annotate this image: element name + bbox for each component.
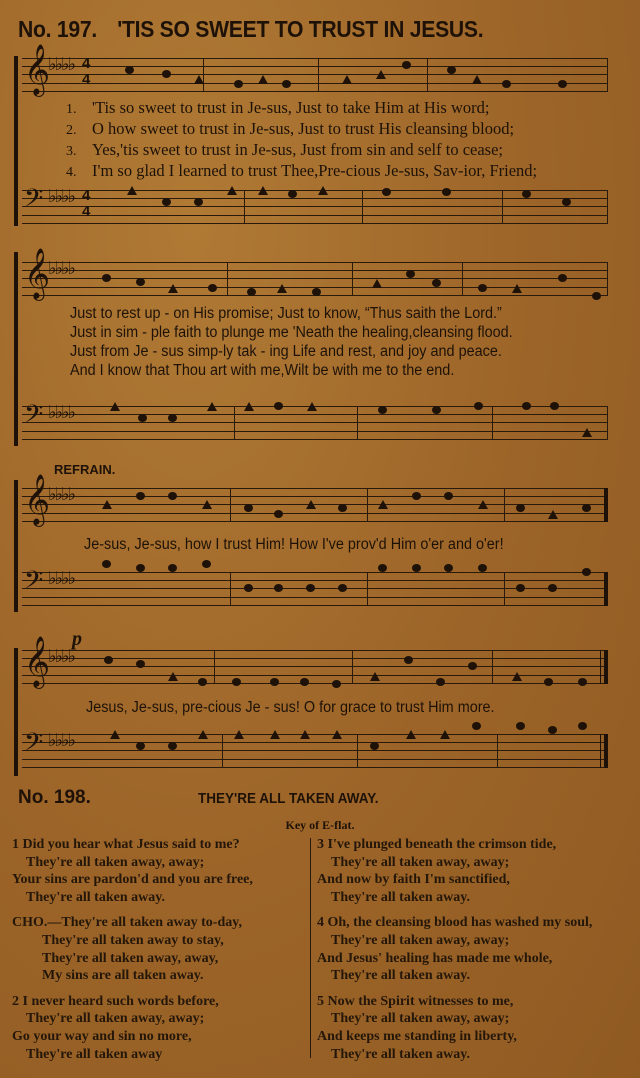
bass-staff: 𝄢 ♭♭♭♭ 4 4	[22, 190, 608, 224]
key-signature: ♭♭♭♭	[48, 54, 74, 75]
refrain-label: REFRAIN.	[54, 462, 116, 477]
bass-staff: 𝄢 ♭♭♭♭	[22, 572, 608, 606]
treble-staff: 𝄞 ♭♭♭♭	[22, 650, 608, 684]
verse-4-line-1: I'm so glad I learned to trust Thee,Pre-cious Je-sus, Sav-ior, Friend;	[92, 161, 538, 180]
treble-clef-icon: 𝄞	[24, 474, 51, 525]
hymn-number: No. 197.	[18, 16, 97, 42]
treble-staff: 𝄞 ♭♭♭♭	[22, 262, 608, 296]
hymn-197-title	[18, 16, 483, 43]
chorus: CHO.—They're all taken away to-day, They're all taken away to stay, They're all taken away, away, My sins are all taken away.	[12, 915, 242, 984]
verse-4-line-2: And I know that Thou art with me,Wilt be with me to the end.	[70, 362, 455, 379]
music-system-1	[14, 44, 608, 226]
verse-2-line-2: Just in sim - ple faith to plunge me 'Neath the healing,cleansing flood.	[70, 324, 513, 341]
treble-clef-icon: 𝄞	[24, 636, 51, 687]
time-signature: 4 4	[82, 187, 91, 220]
hymn-number: No. 198.	[18, 787, 91, 808]
stanza-2: 2 I never heard such words before, They're all taken away, away; Go your way and sin no more, They're all taken away	[12, 993, 219, 1062]
verses-line-2	[70, 304, 513, 380]
verse-2-line-1: O how sweet to trust in Je-sus, Just to trust His cleansing blood;	[92, 119, 515, 138]
verses-line-1: 1. 'Tis so sweet to trust in Je-sus, Just to take Him at His word; 2. O how sweet to trust in Je-sus, Just to trust His cleansing blood; 3. Yes,'tis sweet to trust in Je-sus, Just from sin and self to cease; 4. I'm so glad I learned to trust Thee,Pre-cious Je-sus, Sav-ior, Friend;	[66, 98, 538, 180]
dynamic-piano: p	[72, 628, 82, 650]
bass-staff: 𝄢 ♭♭♭♭	[22, 406, 608, 440]
treble-clef-icon: 𝄞	[24, 44, 51, 95]
treble-staff: 𝄞 ♭♭♭♭	[22, 488, 608, 522]
column-divider	[310, 838, 311, 1058]
bass-clef-icon: 𝄢	[24, 400, 44, 435]
verse-3-line-2: Just from Je - sus simp-ly tak - ing Life and rest, and joy and peace.	[70, 343, 502, 360]
music-system-2	[14, 248, 608, 446]
stanza-1: 1 Did you hear what Jesus said to me? They're all taken away, away; Your sins are pardon'd and you are free, They're all taken away.	[12, 837, 253, 905]
stanza-4: 4 Oh, the cleansing blood has washed my soul, They're all taken away, away; And Jesus' healing has made me whole, They're all taken away.	[317, 915, 593, 984]
music-system-3	[14, 474, 608, 612]
bass-clef-icon: 𝄢	[24, 566, 44, 601]
stanza-5: 5 Now the Spirit witnesses to me, They're all taken away, away; And keeps me standing in liberty, They're all taken away.	[317, 993, 517, 1062]
verse-1-line-2: Just to rest up - on His promise; Just to know, “Thus saith the Lord.”	[70, 305, 502, 322]
verse-3-line-1: Yes,'tis sweet to trust in Je-sus, Just from sin and self to cease;	[92, 140, 504, 159]
bass-staff: 𝄢 ♭♭♭♭	[22, 734, 608, 768]
bass-clef-icon: 𝄢	[24, 728, 44, 763]
music-system-4	[14, 636, 608, 776]
time-signature: 4 4	[82, 55, 91, 88]
refrain-lyrics-2: Jesus, Je-sus, pre-cious Je - sus! O for grace to trust Him more.	[86, 699, 495, 716]
left-stanza-column	[12, 836, 253, 1071]
refrain-lyrics-1: Je-sus, Je-sus, how I trust Him! How I've prov'd Him o'er and o'er!	[84, 536, 504, 553]
system-brace	[14, 252, 18, 446]
hymn-title-text: THEY'RE ALL TAKEN AWAY.	[198, 790, 379, 807]
system-brace	[14, 648, 18, 776]
verse-1-line-1: 'Tis so sweet to trust in Je-sus, Just to take Him at His word;	[92, 98, 490, 117]
bass-clef-icon: 𝄢	[24, 184, 44, 219]
stanza-3: 3 I've plunged beneath the crimson tide, They're all taken away, away; And now by faith I'm sanctified, They're all taken away.	[317, 837, 557, 905]
system-brace	[14, 480, 18, 612]
hymn-198-title	[18, 787, 379, 809]
treble-staff	[22, 44, 608, 95]
key-indication: Key of E-flat.	[285, 818, 355, 832]
right-stanza-column	[317, 836, 592, 1071]
treble-clef-icon: 𝄞	[24, 248, 51, 299]
hymn-title-text: 'TIS SO SWEET TO TRUST IN JESUS.	[117, 16, 484, 42]
system-brace	[14, 56, 18, 226]
